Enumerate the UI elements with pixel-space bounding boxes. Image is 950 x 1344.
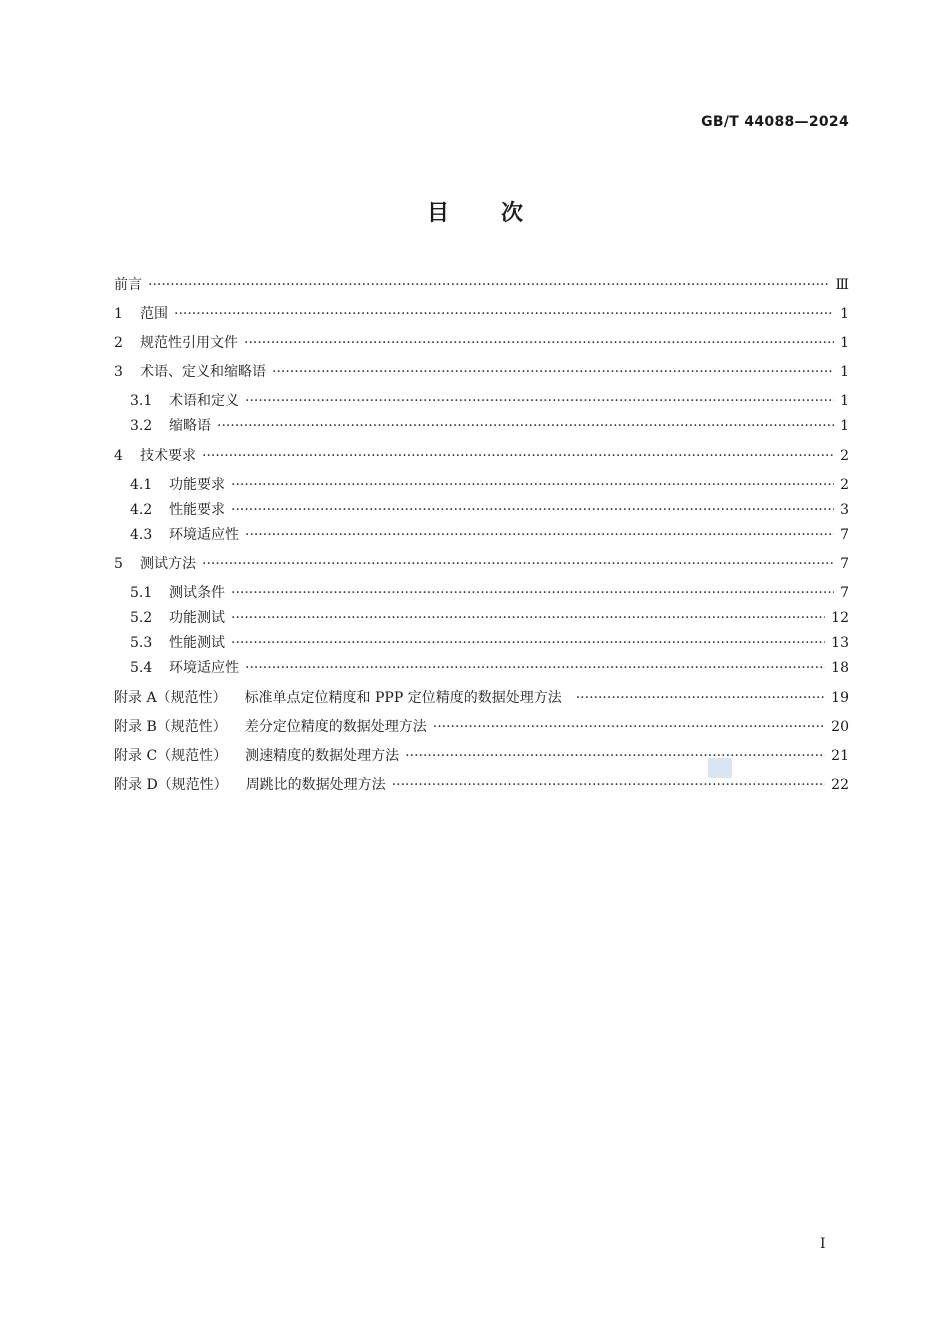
toc-entry-number: 4.1 — [130, 477, 153, 493]
toc-leader-dots — [245, 391, 834, 411]
toc-entry-page: 2 — [840, 448, 849, 464]
toc-leader-dots — [148, 275, 829, 295]
toc-entry-label: 性能测试 — [169, 635, 225, 651]
toc-leader-dots — [174, 304, 834, 324]
toc-entry-label: 周跳比的数据处理方法 — [245, 777, 386, 793]
toc-entry-label: 技术要求 — [140, 448, 196, 464]
title-char-2: 次 — [501, 201, 524, 226]
toc-entry[interactable] — [114, 500, 849, 520]
toc-entry[interactable] — [114, 275, 849, 295]
toc-entry[interactable] — [114, 446, 849, 466]
title-char-1: 目 — [426, 201, 449, 226]
toc-leader-dots — [202, 554, 834, 574]
toc-entry-label: 规范性引用文件 — [140, 335, 238, 351]
toc-entry-number: 5.2 — [130, 610, 153, 626]
toc-entry-label: 测试方法 — [140, 556, 196, 572]
toc-entry-annex[interactable] — [114, 775, 849, 795]
toc-entry[interactable] — [114, 554, 849, 574]
toc-entry-number: 3.2 — [130, 418, 153, 434]
toc-entry-annex[interactable] — [114, 746, 849, 766]
toc-entry-number: 5 — [114, 556, 123, 572]
toc-leader-dots — [217, 416, 834, 436]
toc-entry[interactable] — [114, 525, 849, 545]
toc-leader-dots — [202, 446, 834, 466]
toc-entry-label: 前言 — [114, 277, 142, 293]
toc-leader-dots — [272, 362, 834, 382]
toc-entry-annex[interactable] — [114, 717, 849, 737]
toc-entry-label: 标准单点定位精度和 PPP 定位精度的数据处理方法 — [244, 690, 562, 706]
watermark-logo — [708, 758, 732, 778]
toc-entry[interactable] — [114, 608, 849, 628]
toc-entry[interactable] — [114, 658, 849, 678]
toc-leader-dots — [231, 608, 825, 628]
toc-entry-number: 4 — [114, 448, 123, 464]
toc-entry[interactable] — [114, 391, 849, 411]
toc-leader-dots — [392, 775, 825, 795]
toc-entry-label: 功能测试 — [169, 610, 225, 626]
toc-leader-dots — [576, 688, 825, 708]
toc-entry-page: 7 — [840, 527, 849, 543]
toc-entry-page: 2 — [840, 477, 849, 493]
toc-leader-dots — [405, 746, 825, 766]
toc-entry-page: 21 — [831, 748, 849, 764]
toc-entry-number: 附录 C（规范性） — [114, 748, 228, 764]
toc-entry-number: 5.4 — [130, 660, 153, 676]
toc-entry-number: 附录 D（规范性） — [114, 777, 228, 793]
toc-entry-page: 7 — [840, 556, 849, 572]
toc-entry-page: 22 — [831, 777, 849, 793]
toc-entry-label: 差分定位精度的数据处理方法 — [244, 719, 427, 735]
toc-leader-dots — [245, 525, 834, 545]
standard-code: GB/T 44088—2024 — [701, 114, 849, 130]
toc-leader-dots — [231, 475, 834, 495]
toc-entry-page: 7 — [840, 585, 849, 601]
toc-entry-label: 测试条件 — [169, 585, 225, 601]
page-title — [0, 196, 950, 227]
toc-leader-dots — [245, 658, 825, 678]
toc-entry-number: 4.2 — [130, 502, 153, 518]
toc-leader-dots — [231, 633, 825, 653]
toc-entry[interactable] — [114, 333, 849, 353]
toc-entry[interactable] — [114, 633, 849, 653]
toc-entry-label: 缩略语 — [169, 418, 211, 434]
toc-entry-page: 19 — [831, 690, 849, 706]
toc-entry-page: 1 — [840, 306, 849, 322]
toc-entry-page: 12 — [831, 610, 849, 626]
toc-entry-number: 4.3 — [130, 527, 153, 543]
toc-entry-annex[interactable] — [114, 688, 849, 708]
toc-leader-dots — [231, 583, 834, 603]
toc-entry-page: 1 — [840, 364, 849, 380]
toc-leader-dots — [244, 333, 834, 353]
toc-entry-number: 3 — [114, 364, 123, 380]
toc-entry-page: 18 — [831, 660, 849, 676]
toc-entry-label: 环境适应性 — [169, 660, 239, 676]
toc-entry-number: 5.1 — [130, 585, 153, 601]
toc-entry-number: 5.3 — [130, 635, 153, 651]
toc-leader-dots — [433, 717, 825, 737]
toc-entry-page: 1 — [840, 393, 849, 409]
toc-entry-label: 术语和定义 — [169, 393, 239, 409]
toc-entry-label: 功能要求 — [169, 477, 225, 493]
toc-entry-page: 1 — [840, 335, 849, 351]
toc-entry-page: 1 — [840, 418, 849, 434]
toc-entry[interactable] — [114, 304, 849, 324]
toc-entry[interactable] — [114, 475, 849, 495]
toc-entry-label: 性能要求 — [169, 502, 225, 518]
toc-entry[interactable] — [114, 362, 849, 382]
toc-entry-number: 1 — [114, 306, 123, 322]
toc-entry-number: 2 — [114, 335, 123, 351]
toc-entry[interactable] — [114, 416, 849, 436]
toc-entry-page: 20 — [831, 719, 849, 735]
toc-leader-dots — [231, 500, 834, 520]
toc-entry-label: 测速精度的数据处理方法 — [245, 748, 400, 764]
toc-entry-label: 环境适应性 — [169, 527, 239, 543]
toc-entry-number: 3.1 — [130, 393, 153, 409]
toc-entry[interactable] — [114, 583, 849, 603]
toc-entry-label: 术语、定义和缩略语 — [140, 364, 266, 380]
toc-entry-page: Ⅲ — [835, 277, 849, 293]
toc-entry-page: 13 — [831, 635, 849, 651]
toc-entry-number: 附录 B（规范性） — [114, 719, 227, 735]
toc-entry-number: 附录 A（规范性） — [114, 690, 227, 706]
toc-entry-page: 3 — [840, 502, 849, 518]
page-number: I — [820, 1236, 826, 1252]
toc-entry-label: 范围 — [140, 306, 168, 322]
